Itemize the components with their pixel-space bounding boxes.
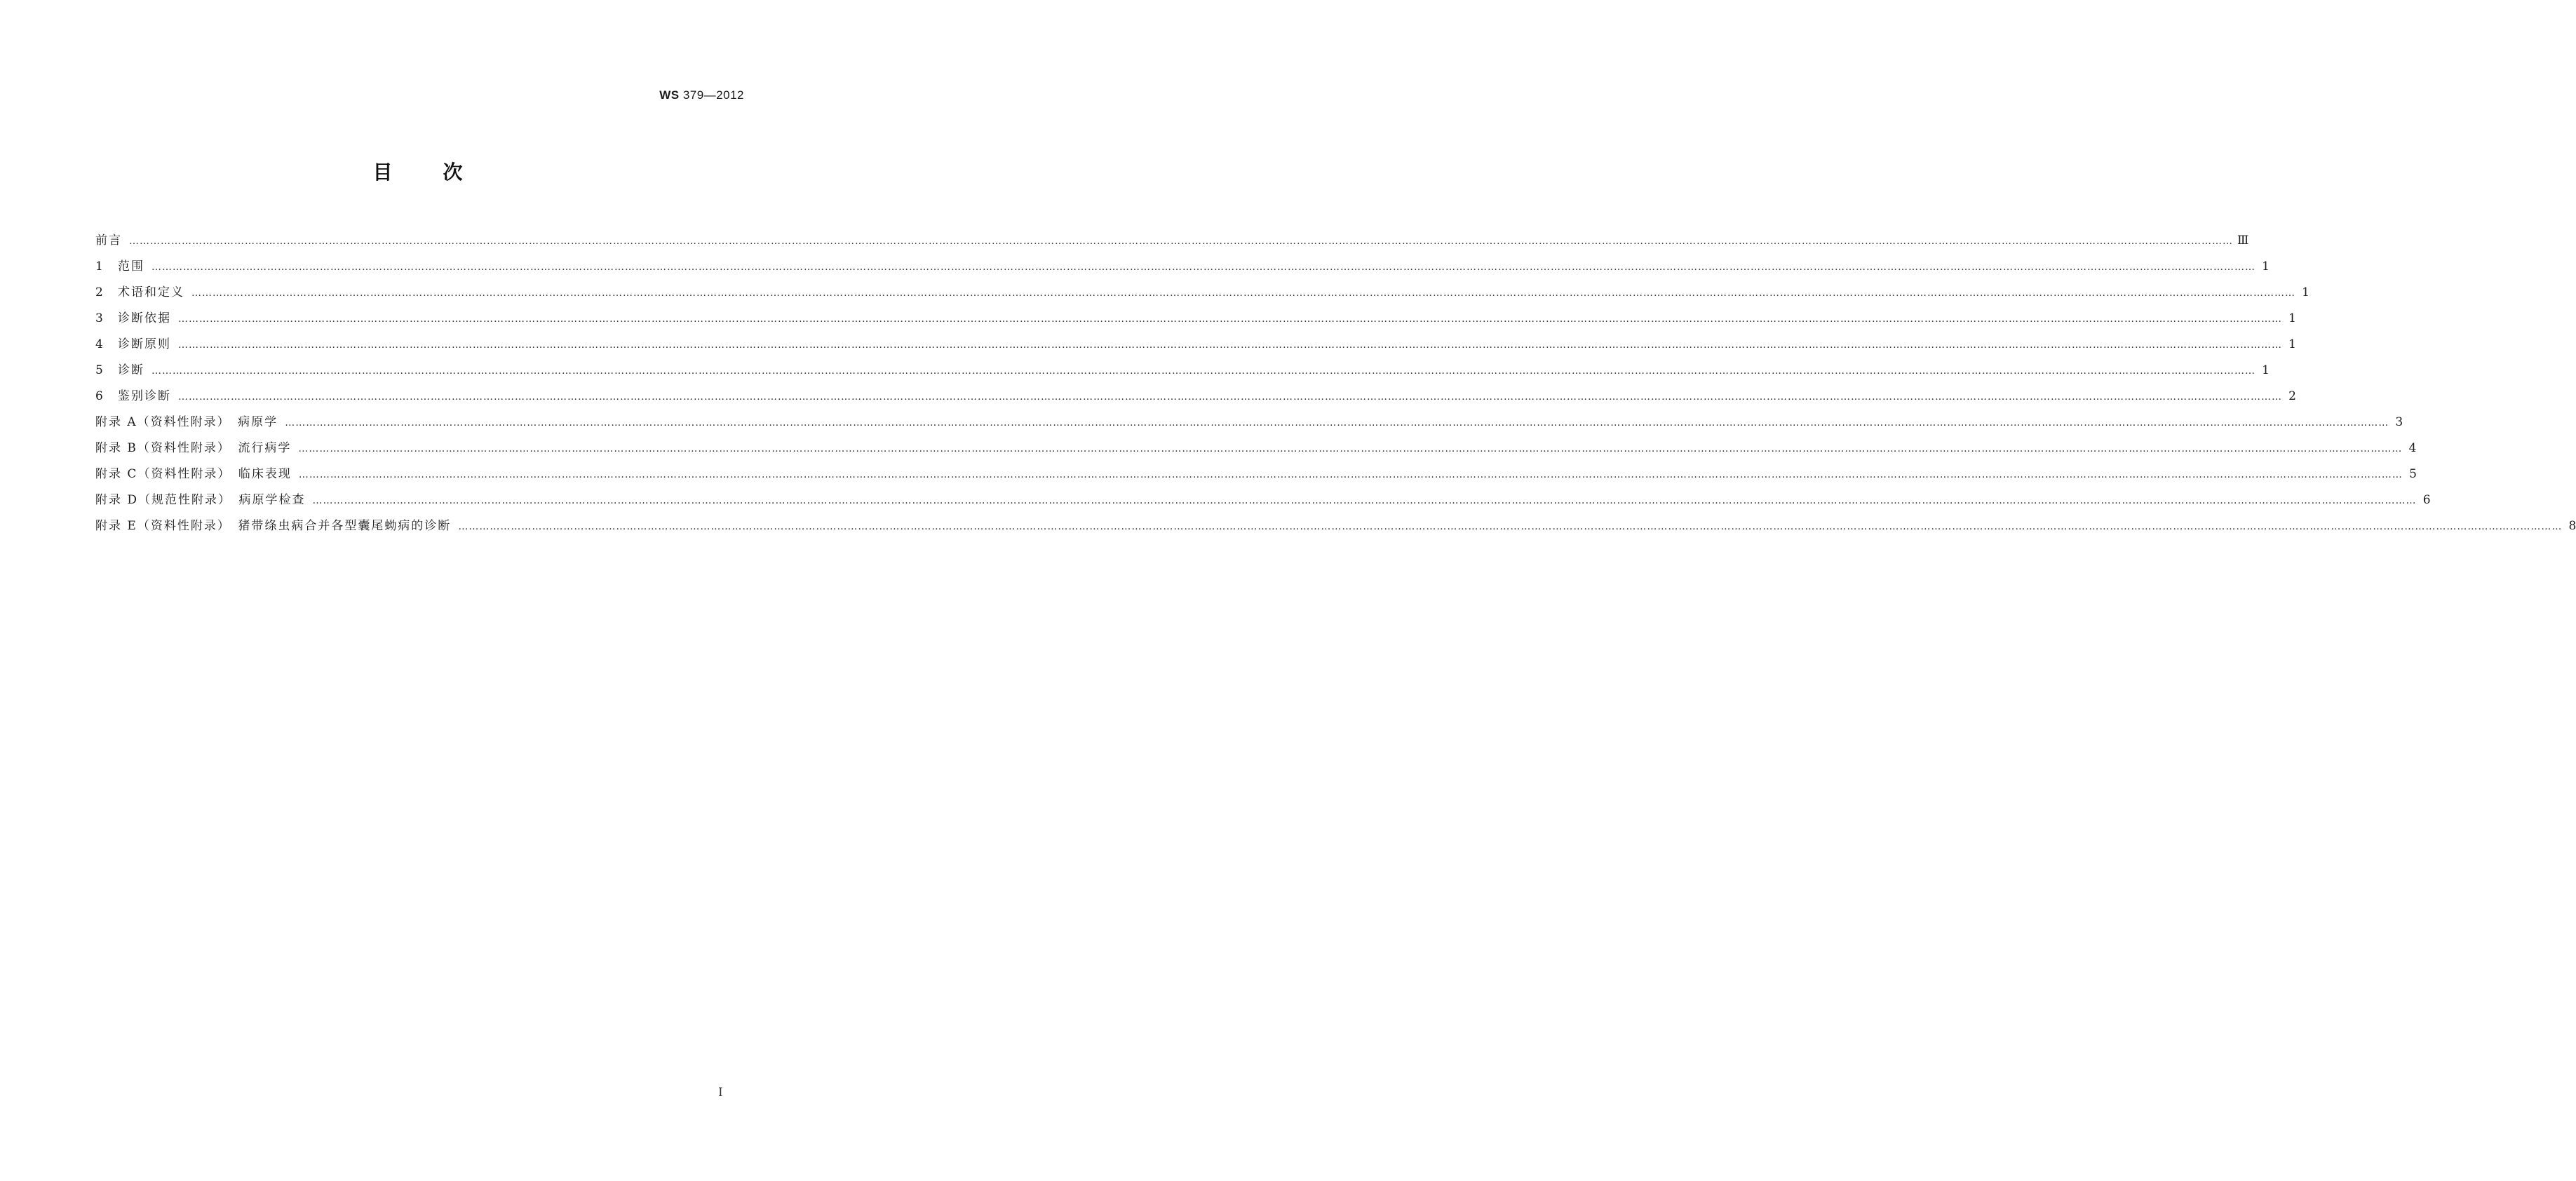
toc-entry-label: 前言 xyxy=(95,234,122,248)
toc-leader-dots: …………………………………………………………………………………………………………………………………………………………………………………………………………………………………………………………………………………………………………………………………………………………………………………………………………………………………………………………………………………………………………………………………………………… xyxy=(151,365,2255,377)
toc-entry-label: 附录 C（资料性附录） 临床表现 xyxy=(95,467,292,481)
toc-entry-label: 附录 A（资料性附录） 病原学 xyxy=(95,415,278,429)
toc-leader-dots: …………………………………………………………………………………………………………………………………………………………………………………………………………………………………………………………………………………………………………………………………………………………………………………………………………………………………………………………………………………………………………………………………………………… xyxy=(458,521,2563,532)
toc-entry-page: 6 xyxy=(2422,493,2431,507)
toc-entry-page: Ⅲ xyxy=(2237,234,2249,248)
toc-entry-5[interactable] xyxy=(95,358,2270,384)
toc-entry-6[interactable] xyxy=(95,384,2296,410)
toc-leader-dots: …………………………………………………………………………………………………………………………………………………………………………………………………………………………………………………………………………………………………………………………………………………………………………………………………………………………………………………………………………………………………………………………………………………… xyxy=(129,236,2233,247)
toc-entry-page: 4 xyxy=(2408,441,2417,455)
title-char-2: 次 xyxy=(443,161,463,184)
toc-entry-number: 5 xyxy=(95,363,103,377)
toc-entry-label: 诊断 xyxy=(118,363,144,377)
toc-leader-dots: …………………………………………………………………………………………………………………………………………………………………………………………………………………………………………………………………………………………………………………………………………………………………………………………………………………………………………………………………………………………………………………………………………………… xyxy=(312,495,2417,506)
toc-leader-dots: …………………………………………………………………………………………………………………………………………………………………………………………………………………………………………………………………………………………………………………………………………………………………………………………………………………………………………………………………………………………………………………………………………………… xyxy=(178,313,2282,325)
toc-entry-number: 6 xyxy=(95,389,103,403)
toc-entry-label: 范围 xyxy=(118,259,144,274)
toc-leader-dots: …………………………………………………………………………………………………………………………………………………………………………………………………………………………………………………………………………………………………………………………………………………………………………………………………………………………………………………………………………………………………………………………………………………… xyxy=(298,469,2403,480)
toc-entry-appendix-c[interactable] xyxy=(95,461,2417,487)
toc-entry-label: 诊断原则 xyxy=(118,337,171,351)
toc-entry-number: 3 xyxy=(95,311,103,325)
toc-entry-label: 附录 D（规范性附录） 病原学检查 xyxy=(95,493,306,507)
toc-entry-page: 1 xyxy=(2262,259,2270,274)
toc-entry-page: 8 xyxy=(2568,519,2576,533)
toc-entry-label: 术语和定义 xyxy=(118,285,184,299)
toc-entry-label: 附录 E（资料性附录） 猪带绦虫病合并各型囊尾蚴病的诊断 xyxy=(95,519,452,533)
toc-entry-2[interactable] xyxy=(95,280,2309,306)
toc-entry-page: 5 xyxy=(2409,467,2417,481)
toc-entry-number: 2 xyxy=(95,285,103,299)
toc-entry-appendix-b[interactable] xyxy=(95,436,2417,461)
toc-leader-dots: …………………………………………………………………………………………………………………………………………………………………………………………………………………………………………………………………………………………………………………………………………………………………………………………………………………………………………………………………………………………………………………………………………………… xyxy=(191,288,2295,299)
toc-entry-appendix-a[interactable] xyxy=(95,410,2403,436)
toc-entry-4[interactable] xyxy=(95,332,2296,358)
toc-entry-foreword[interactable] xyxy=(95,228,2249,254)
toc-entry-label: 鉴别诊断 xyxy=(118,389,171,403)
page-title xyxy=(0,157,835,185)
toc-entry-label: 诊断依据 xyxy=(118,311,171,325)
table-of-contents xyxy=(95,228,2576,539)
toc-leader-dots: …………………………………………………………………………………………………………………………………………………………………………………………………………………………………………………………………………………………………………………………………………………………………………………………………………………………………………………………………………………………………………………………………………………… xyxy=(151,262,2255,273)
toc-entry-appendix-d[interactable] xyxy=(95,487,2431,513)
standard-code-number: 379—2012 xyxy=(682,88,744,102)
toc-entry-1[interactable] xyxy=(95,254,2270,280)
toc-entry-number: 1 xyxy=(95,259,103,274)
toc-entry-number: 4 xyxy=(95,337,103,351)
toc-entry-appendix-e[interactable] xyxy=(95,513,2576,539)
toc-entry-page: 1 xyxy=(2288,337,2296,351)
page-number: I xyxy=(718,1086,723,1100)
toc-leader-dots: …………………………………………………………………………………………………………………………………………………………………………………………………………………………………………………………………………………………………………………………………………………………………………………………………………………………………………………………………………………………………………………………………………………… xyxy=(178,391,2282,403)
standard-code-prefix: WS xyxy=(659,88,680,102)
title-char-1: 目 xyxy=(372,161,393,184)
standard-code xyxy=(659,88,744,102)
toc-entry-page: 1 xyxy=(2288,311,2296,325)
toc-entry-3[interactable] xyxy=(95,306,2296,332)
toc-entry-page: 1 xyxy=(2302,285,2309,299)
toc-entry-page: 3 xyxy=(2395,415,2403,429)
toc-leader-dots: …………………………………………………………………………………………………………………………………………………………………………………………………………………………………………………………………………………………………………………………………………………………………………………………………………………………………………………………………………………………………………………………………………………… xyxy=(298,443,2403,454)
toc-entry-label: 附录 B（资料性附录） 流行病学 xyxy=(95,441,292,455)
toc-leader-dots: …………………………………………………………………………………………………………………………………………………………………………………………………………………………………………………………………………………………………………………………………………………………………………………………………………………………………………………………………………………………………………………………………………………… xyxy=(285,417,2389,428)
toc-entry-page: 2 xyxy=(2288,389,2296,403)
toc-leader-dots: …………………………………………………………………………………………………………………………………………………………………………………………………………………………………………………………………………………………………………………………………………………………………………………………………………………………………………………………………………………………………………………………………………………… xyxy=(178,339,2282,351)
toc-entry-page: 1 xyxy=(2262,363,2270,377)
